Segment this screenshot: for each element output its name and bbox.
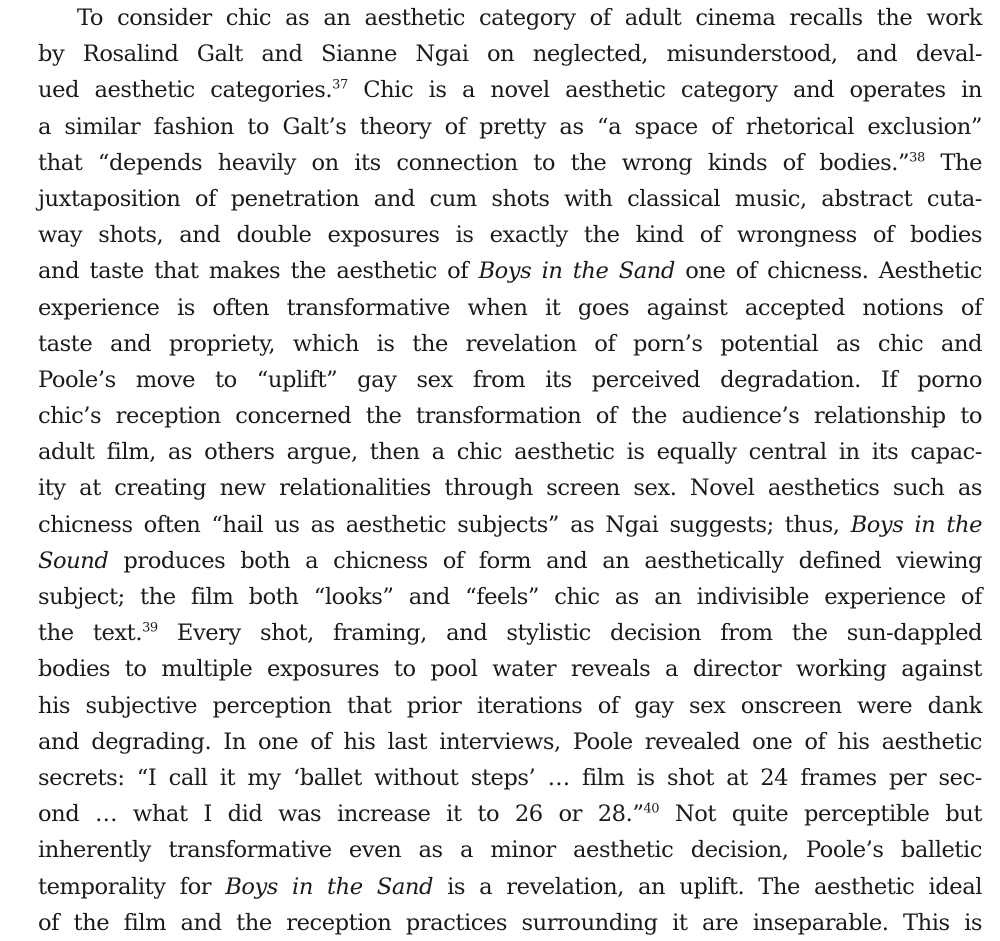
text-run: ond … what I did was increase it to 26 or 28.” (38, 801, 644, 828)
text-line (38, 398, 982, 434)
text-run: a similar fashion to Galt’s theory of pretty as “a space of rhetorical exclusion” (38, 113, 982, 140)
text-line (38, 869, 982, 905)
text-run: Not quite perceptible but (659, 801, 982, 828)
text-line (38, 181, 982, 217)
text-line (38, 109, 982, 145)
text-run: subject; the film both “looks” and “feels” chic as an indivisible experience of (38, 584, 982, 610)
text-run: secrets: “I call it my ‘ballet without steps’ … film is shot at 24 frames per sec- (38, 764, 982, 791)
text-line (38, 362, 982, 398)
text-run: temporality for (38, 873, 226, 900)
text-run: his subjective perception that prior iterations of gay sex onscreen were dank (38, 692, 982, 719)
text-line (38, 796, 982, 832)
text-line (38, 36, 982, 72)
footnote-ref: 39 (142, 620, 158, 636)
text-run: experience is often transformative when it goes against accepted notions of (38, 294, 982, 321)
text-line (38, 724, 982, 760)
footnote-ref: 38 (909, 150, 925, 166)
text-run: taste and propriety, which is the revelation of porn’s potential as chic and (38, 330, 982, 357)
text-run: adult film, as others argue, then a chic aesthetic is equally central in its capac- (38, 439, 982, 466)
text-run: Poole’s move to “uplift” gay sex from its perceived degradation. If porno (38, 366, 982, 393)
text-run: ity at creating new relationalities through screen sex. Novel aesthetics such as (38, 475, 982, 502)
body-paragraph (38, 0, 982, 941)
text-line (38, 434, 982, 470)
text-run: of the film and the reception practices surrounding it are inseparable. This is (38, 909, 982, 936)
text-line (38, 0, 982, 36)
text-run: produces both a chicness of form and an aesthetically defined viewing (108, 547, 982, 574)
italic-title: Boys in the Sand (225, 873, 433, 900)
footnote-ref: 40 (643, 801, 660, 817)
text-line (38, 651, 982, 687)
text-line (38, 832, 982, 868)
text-line (38, 145, 982, 181)
text-run: juxtaposition of penetration and cum shots with classical music, abstract cuta- (38, 185, 982, 212)
text-run: that “depends heavily on its connection to the wrong kinds of bodies.” (38, 149, 910, 176)
text-run: Every shot, framing, and stylistic decision from the sun-dappled (157, 620, 982, 647)
text-run: and degrading. In one of his last interviews, Poole revealed one of his aesthetic (38, 728, 982, 755)
text-run: chicness often “hail us as aesthetic subjects” as Ngai suggests; thus, (38, 511, 851, 538)
text-run: and taste that makes the aesthetic of (38, 258, 479, 285)
text-run: is a revelation, an uplift. The aesthetic ideal (432, 873, 982, 900)
text-run: one of chicness. Aesthetic (674, 258, 982, 285)
text-run: chic’s reception concerned the transformation of the audience’s relationship to (38, 403, 982, 430)
text-run: To consider chic as an aesthetic category of adult cinema recalls the work (77, 5, 982, 31)
document-page (38, 0, 982, 941)
text-run: by Rosalind Galt and Sianne Ngai on neglected, misunderstood, and deval- (38, 41, 982, 68)
text-line (38, 470, 982, 506)
text-run: Chic is a novel aesthetic category and operates in (347, 77, 983, 104)
text-run: ued aesthetic categories. (38, 77, 333, 104)
italic-title: Boys in the Sand (478, 258, 675, 285)
italic-title: Boys in the (850, 511, 982, 538)
text-line (38, 507, 982, 543)
italic-title: Sound (38, 547, 109, 574)
text-line (38, 253, 982, 289)
text-run: way shots, and double exposures is exactly the kind of wrongness of bodies (38, 222, 982, 249)
text-line (38, 326, 982, 362)
text-line (38, 543, 982, 579)
text-run: bodies to multiple exposures to pool water reveals a director working against (38, 656, 982, 683)
text-line (38, 615, 982, 651)
footnote-ref: 37 (332, 77, 348, 93)
text-run: inherently transformative even as a minor aesthetic decision, Poole’s balletic (38, 837, 982, 864)
text-line (38, 217, 982, 253)
text-line (38, 760, 982, 796)
text-run: The (924, 149, 983, 176)
text-line (38, 72, 982, 108)
text-line (38, 290, 982, 326)
text-run: the text. (38, 620, 143, 647)
text-line (38, 579, 982, 615)
text-line (38, 688, 982, 724)
text-line (38, 905, 982, 941)
